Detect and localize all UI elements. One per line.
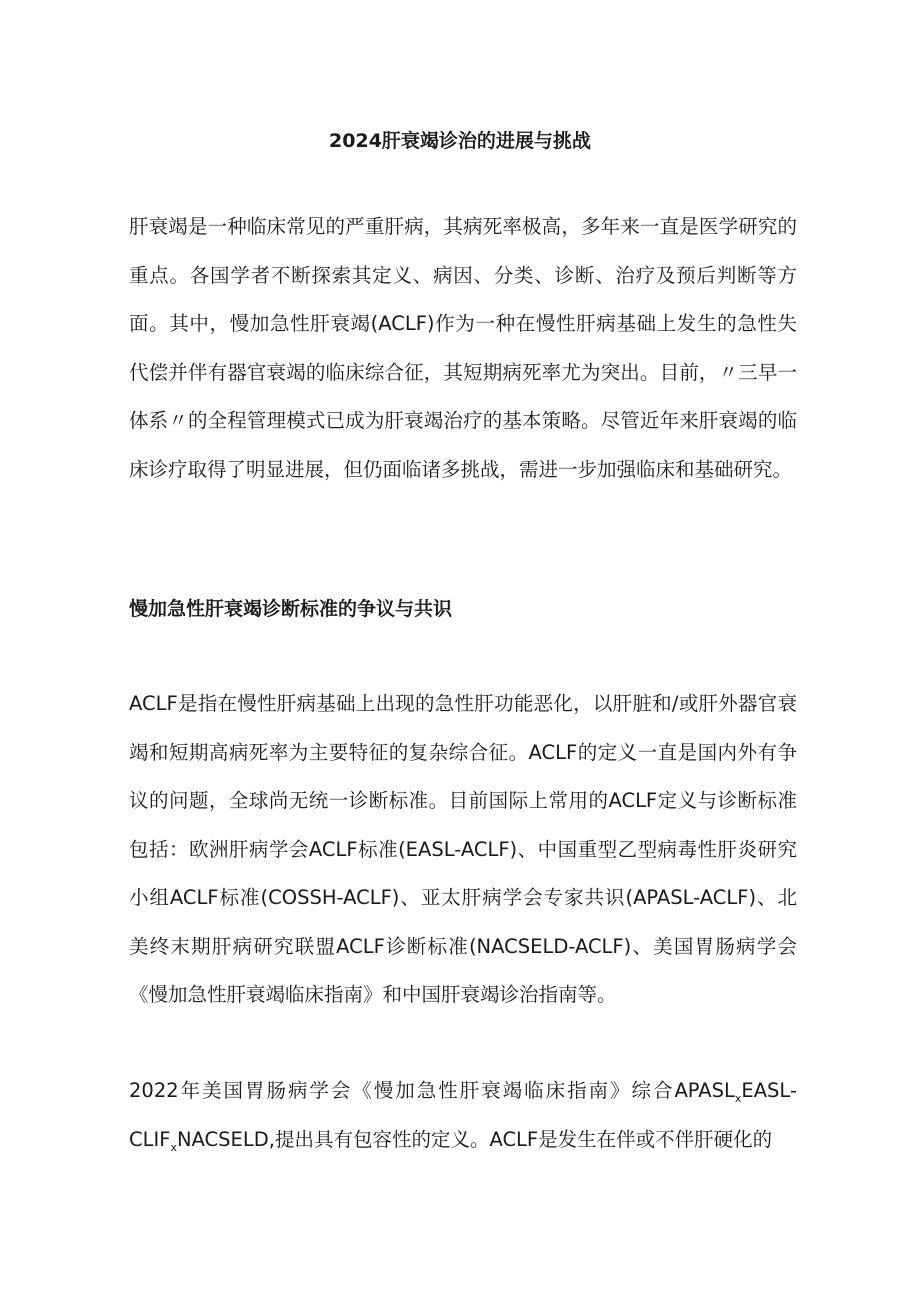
guideline-paragraph: [129, 1067, 797, 1164]
subscript-x: x: [170, 1140, 177, 1154]
intro-paragraph: 肝衰竭是一种临床常见的严重肝病，其病死率极高，多年来一直是医学研究的重点。各国学者不断探索其定义、病因、分类、诊断、治疗及预后判断等方面。其中，慢加急性肝衰竭(ACLF)作为一种在慢性肝病基础上发生的急性失代偿并伴有器官衰竭的临床综合征，其短期病死率尤为突出。目前，〃三早一体系〃的全程管理模式已成为肝衰竭治疗的基本策略。尽管近年来肝衰竭的临床诊疗取得了明显进展，但仍面临诸多挑战，需进一步加强临床和基础研究。: [129, 215, 797, 481]
definition-paragraph: ACLF是指在慢性肝病基础上出现的急性肝功能恶化，以肝脏和/或肝外器官衰竭和短期高病死率为主要特征的复杂综合征。ACLF的定义一直是国内外有争议的问题，全球尚无统一诊断标准。目前国际上常用的ACLF定义与诊断标准包括：欧洲肝病学会ACLF标准(EASL-ACLF)、中国重型乙型病毒性肝炎研究小组ACLF标准(COSSH-ACLF)、亚太肝病学会专家共识(APASL-ACLF)、北美终末期肝病研究联盟ACLF诊断标准(NACSELD-ACLF)、美国胃肠病学会《慢加急性肝衰竭临床指南》和中国肝衰竭诊治指南等。: [129, 692, 797, 1006]
document-title: 2024肝衰竭诊治的进展与挑战: [329, 130, 591, 152]
guideline-text-2: EASL-CLIF: [129, 1079, 797, 1151]
subscript-x: x: [734, 1091, 742, 1105]
guideline-text-1: 2022年美国胃肠病学会《慢加急性肝衰竭临床指南》综合APASL: [129, 1079, 735, 1102]
guideline-text-3: NACSELD,提出具有包容性的定义。ACLF是发生在伴或不伴肝硬化的: [176, 1127, 773, 1151]
section-heading: 慢加急性肝衰竭诊断标准的争议与共识: [129, 598, 453, 620]
